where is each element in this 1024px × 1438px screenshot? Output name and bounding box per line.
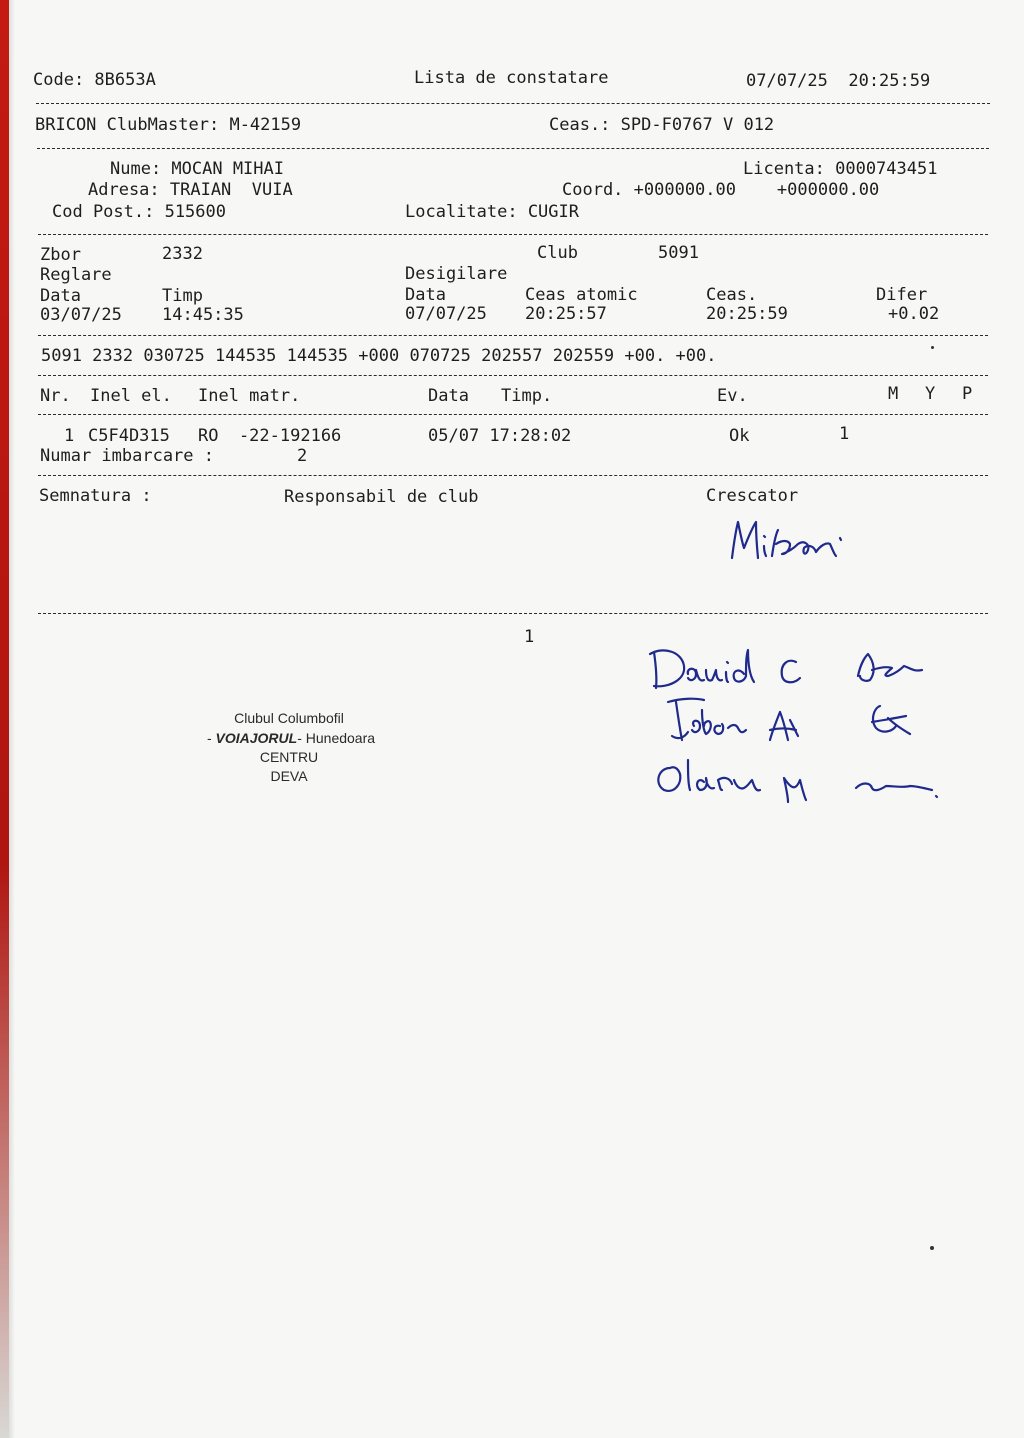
col-y: Y xyxy=(925,384,936,404)
desig-clock-time: 20:25:59 xyxy=(706,304,788,324)
breeder-signature xyxy=(724,512,864,568)
reglare-time-label: Timp xyxy=(162,286,203,306)
breeder-label: Crescator xyxy=(706,486,799,506)
row-nr: 1 xyxy=(64,426,75,446)
signature-label: Semnatura : xyxy=(39,486,152,506)
reglare-date-label: Data xyxy=(40,286,81,306)
col-inel-matr: Inel matr. xyxy=(198,386,301,406)
flight-label: Zbor xyxy=(40,245,81,265)
stamp-city: Hunedoara xyxy=(305,730,376,746)
scan-speck xyxy=(930,1246,934,1250)
clubmaster-id: BRICON ClubMaster: M-42159 xyxy=(35,115,302,135)
owner-postal-code: Cod Post.: 515600 xyxy=(52,202,226,222)
owner-coordinates: Coord. +000000.00 +000000.00 xyxy=(562,180,880,200)
flight-value: 2332 xyxy=(162,244,203,264)
header-title: Lista de constatare xyxy=(414,68,609,88)
desig-date-label: Data xyxy=(405,285,446,305)
stamp-line-2: - VOIAJORUL- Hunedoara xyxy=(206,730,376,746)
desig-atomic-time: 20:25:57 xyxy=(525,304,607,324)
owner-name: Nume: MOCAN MIHAI xyxy=(110,159,284,179)
owner-address: Adresa: TRAIAN VUIA xyxy=(88,180,293,200)
club-responsible-label: Responsabil de club xyxy=(284,487,479,507)
owner-locality: Localitate: CUGIR xyxy=(405,202,579,222)
club-label: Club xyxy=(537,243,578,263)
header-code: Code: 8B653A xyxy=(33,70,156,90)
divider xyxy=(36,103,990,104)
stamp-line-1: Clubul Columbofil xyxy=(234,710,344,726)
desigilare-label: Desigilare xyxy=(405,264,508,284)
col-p: P xyxy=(962,384,973,404)
divider xyxy=(38,375,988,376)
difference-label: Difer xyxy=(876,285,928,305)
col-m: M xyxy=(888,384,899,404)
desig-date: 07/07/25 xyxy=(405,304,487,324)
boarding-count-value: 2 xyxy=(297,446,308,466)
scan-speck xyxy=(931,346,934,349)
row-inel-el: C5F4D315 xyxy=(88,426,170,446)
col-ev: Ev. xyxy=(717,386,748,406)
reglare-date: 03/07/25 xyxy=(40,305,122,325)
witness-3 xyxy=(658,767,680,791)
owner-license: Licenta: 0000743451 xyxy=(743,159,938,179)
difference-value: +0.02 xyxy=(888,304,940,324)
divider xyxy=(38,335,988,336)
reglare-label: Reglare xyxy=(40,265,112,285)
divider xyxy=(37,148,989,149)
divider xyxy=(38,613,988,614)
stamp-club-name: VOIAJORUL xyxy=(215,730,298,746)
row-m: 1 xyxy=(839,424,850,444)
boarding-count-label: Numar imbarcare : xyxy=(40,446,214,466)
atomic-clock-label: Ceas atomic xyxy=(525,285,638,305)
stamp-line-4: DEVA xyxy=(270,768,308,784)
divider xyxy=(38,475,988,476)
header-datetime: 07/07/25 20:25:59 xyxy=(746,71,931,91)
club-value: 5091 xyxy=(658,243,699,263)
divider xyxy=(38,414,988,415)
witness-signatures xyxy=(648,640,948,810)
clock-label: Ceas. xyxy=(706,285,758,305)
reglare-time: 14:45:35 xyxy=(162,305,244,325)
clock-id: Ceas.: SPD-F0767 V 012 xyxy=(549,115,775,135)
row-inel-matr: RO -22-192166 xyxy=(198,426,342,446)
row-ev: Ok xyxy=(729,426,750,446)
page-number: 1 xyxy=(524,627,535,647)
witness-2 xyxy=(668,699,704,740)
divider xyxy=(38,234,988,235)
row-data-timp: 05/07 17:28:02 xyxy=(428,426,572,446)
summary-line: 5091 2332 030725 144535 144535 +000 070725 202557 202559 +00. +00. xyxy=(41,346,717,366)
witness-1 xyxy=(650,650,684,688)
col-nr: Nr. xyxy=(40,386,71,406)
col-data: Data xyxy=(428,386,469,406)
stamp-line-3: CENTRU xyxy=(259,749,319,765)
col-timp: Timp. xyxy=(501,386,553,406)
col-inel-el: Inel el. xyxy=(90,386,172,406)
